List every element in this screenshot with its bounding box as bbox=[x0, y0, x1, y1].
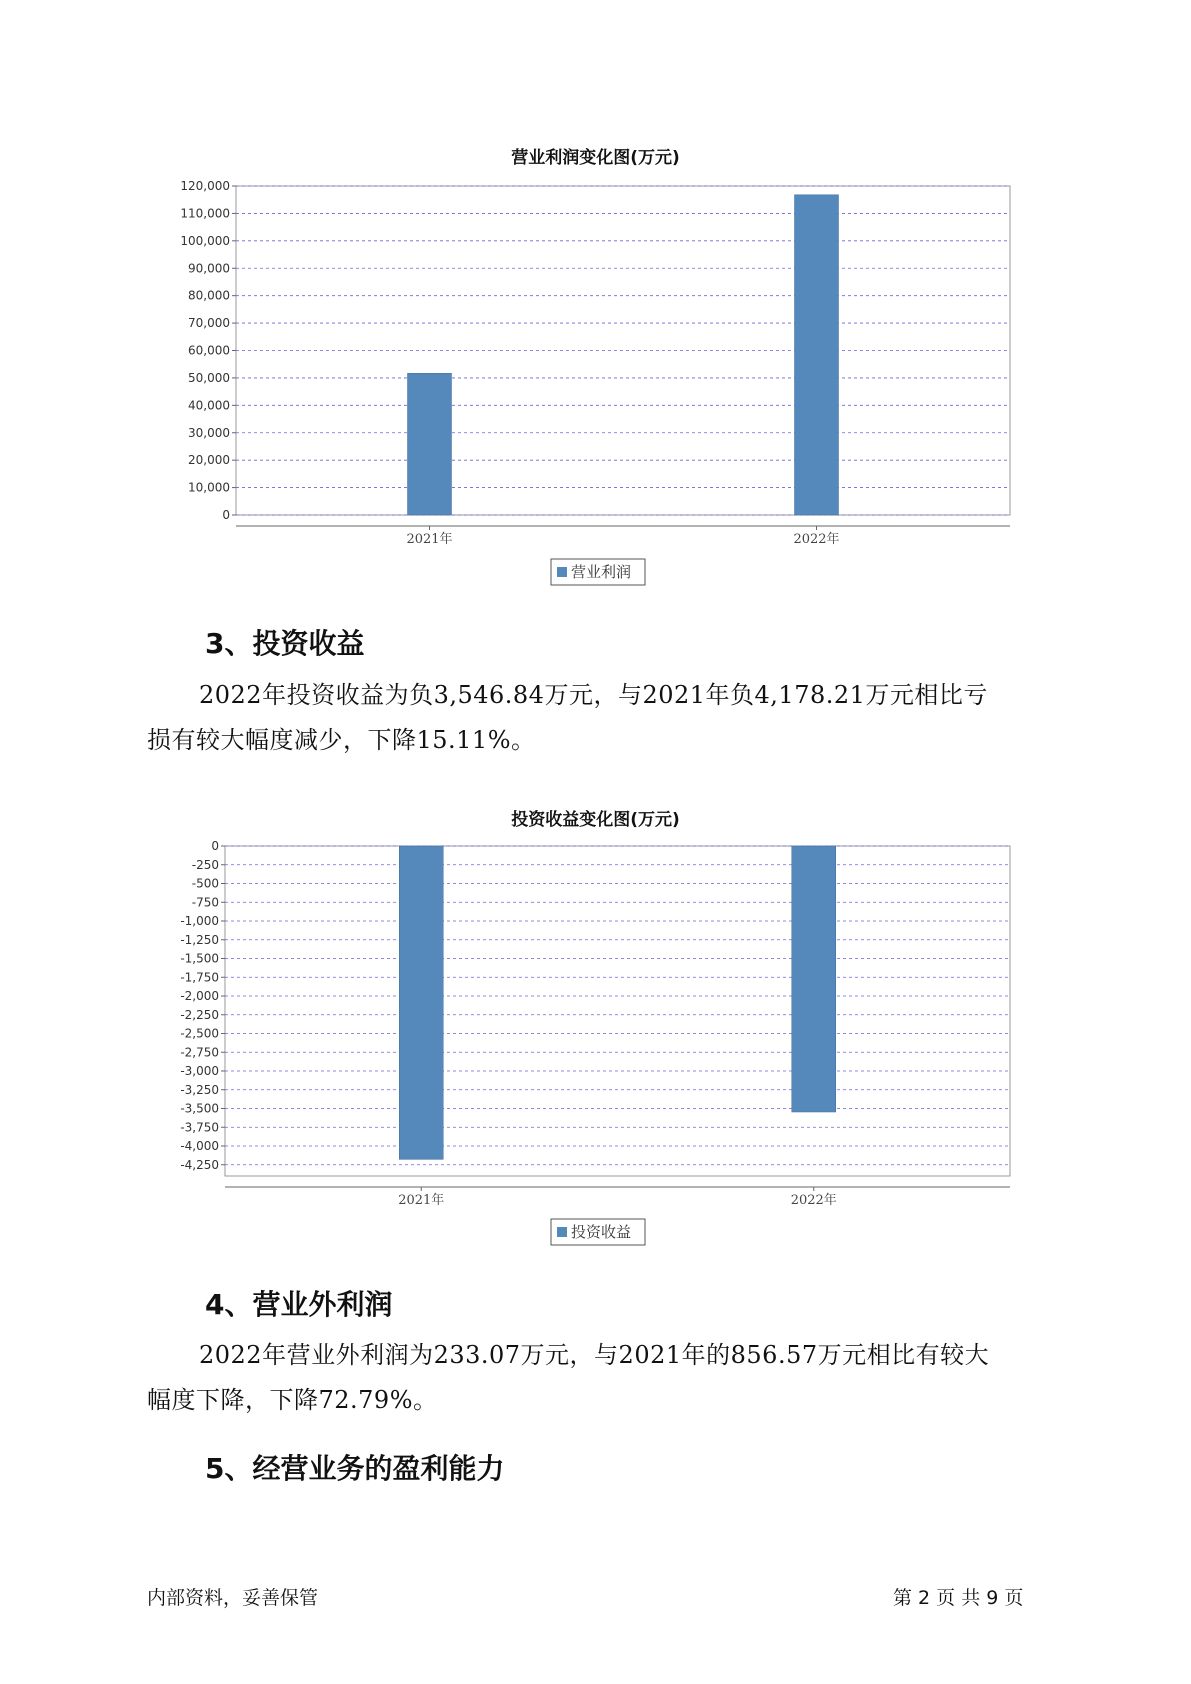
section4-paragraph bbox=[147, 1333, 1047, 1423]
y-tick-label: -250 bbox=[191, 857, 219, 872]
x-tick-label: 2022年 bbox=[790, 1193, 837, 1208]
y-tick-label: 0 bbox=[211, 839, 219, 853]
bar-2021年 bbox=[408, 373, 452, 515]
y-tick-label: -3,250 bbox=[180, 1082, 219, 1097]
y-tick-label: 40,000 bbox=[188, 398, 230, 413]
y-tick-label: 100,000 bbox=[180, 233, 230, 248]
chart1-title: 营业利润变化图(万元) bbox=[511, 148, 680, 168]
y-tick-label: 30,000 bbox=[188, 425, 230, 440]
bar-2022年 bbox=[792, 846, 836, 1112]
x-tick-label: 2021年 bbox=[406, 532, 453, 547]
section3-paragraph bbox=[147, 673, 1047, 763]
x-tick-label: 2022年 bbox=[793, 532, 840, 547]
legend-swatch bbox=[557, 567, 567, 577]
section5-heading: 5、经营业务的盈利能力 bbox=[205, 1452, 505, 1485]
y-tick-label: 0 bbox=[222, 508, 230, 522]
investment-income-chart bbox=[0, 830, 1191, 1250]
y-tick-label: -4,000 bbox=[180, 1139, 219, 1153]
y-tick-label: -1,500 bbox=[180, 951, 219, 966]
y-tick-label: -2,000 bbox=[180, 989, 219, 1003]
y-tick-label: 80,000 bbox=[188, 288, 230, 303]
y-tick-label: 50,000 bbox=[188, 370, 230, 385]
y-tick-label: -750 bbox=[191, 895, 219, 910]
y-tick-label: 120,000 bbox=[180, 179, 230, 193]
section3-heading: 3、投资收益 bbox=[205, 627, 365, 660]
bar-2022年 bbox=[795, 195, 839, 515]
footer-confidential-note: 内部资料，妥善保管 bbox=[147, 1587, 319, 1609]
y-tick-label: -2,500 bbox=[180, 1026, 219, 1041]
legend-label: 投资收益 bbox=[571, 1223, 632, 1241]
y-tick-label: 110,000 bbox=[180, 206, 230, 221]
chart2-title: 投资收益变化图(万元) bbox=[511, 810, 680, 830]
y-tick-label: 60,000 bbox=[188, 343, 230, 358]
bar-2021年 bbox=[399, 846, 443, 1159]
y-tick-label: -2,750 bbox=[180, 1045, 219, 1060]
y-tick-label: -500 bbox=[191, 876, 219, 891]
legend-label: 营业利润 bbox=[571, 563, 632, 581]
y-tick-label: -1,000 bbox=[180, 914, 219, 928]
section3-line1: 2022年投资收益为负3,546.84万元，与2021年负4,178.21万元相比亏 bbox=[199, 681, 988, 709]
section4-line1: 2022年营业外利润为233.07万元，与2021年的856.57万元相比有较大 bbox=[199, 1341, 990, 1369]
y-tick-label: -1,250 bbox=[180, 932, 219, 947]
y-tick-label: -3,000 bbox=[180, 1064, 219, 1078]
operating-profit-chart bbox=[0, 170, 1191, 590]
legend-swatch bbox=[557, 1227, 567, 1237]
section4-heading: 4、营业外利润 bbox=[205, 1288, 393, 1321]
y-tick-label: 90,000 bbox=[188, 261, 230, 276]
section3-line2: 损有较大幅度减少，下降15.11%。 bbox=[147, 726, 536, 754]
y-tick-label: -3,500 bbox=[180, 1101, 219, 1116]
y-tick-label: -1,750 bbox=[180, 970, 219, 985]
plot-area bbox=[225, 846, 1010, 1176]
y-tick-label: -2,250 bbox=[180, 1007, 219, 1022]
section4-line2: 幅度下降，下降72.79%。 bbox=[147, 1386, 438, 1414]
x-tick-label: 2021年 bbox=[398, 1193, 445, 1208]
y-tick-label: -3,750 bbox=[180, 1120, 219, 1135]
y-tick-label: 70,000 bbox=[188, 316, 230, 331]
footer-page-number: 第 2 页 共 9 页 bbox=[893, 1587, 1024, 1609]
y-tick-label: 10,000 bbox=[188, 480, 230, 495]
y-tick-label: -4,250 bbox=[180, 1157, 219, 1172]
y-tick-label: 20,000 bbox=[188, 453, 230, 468]
